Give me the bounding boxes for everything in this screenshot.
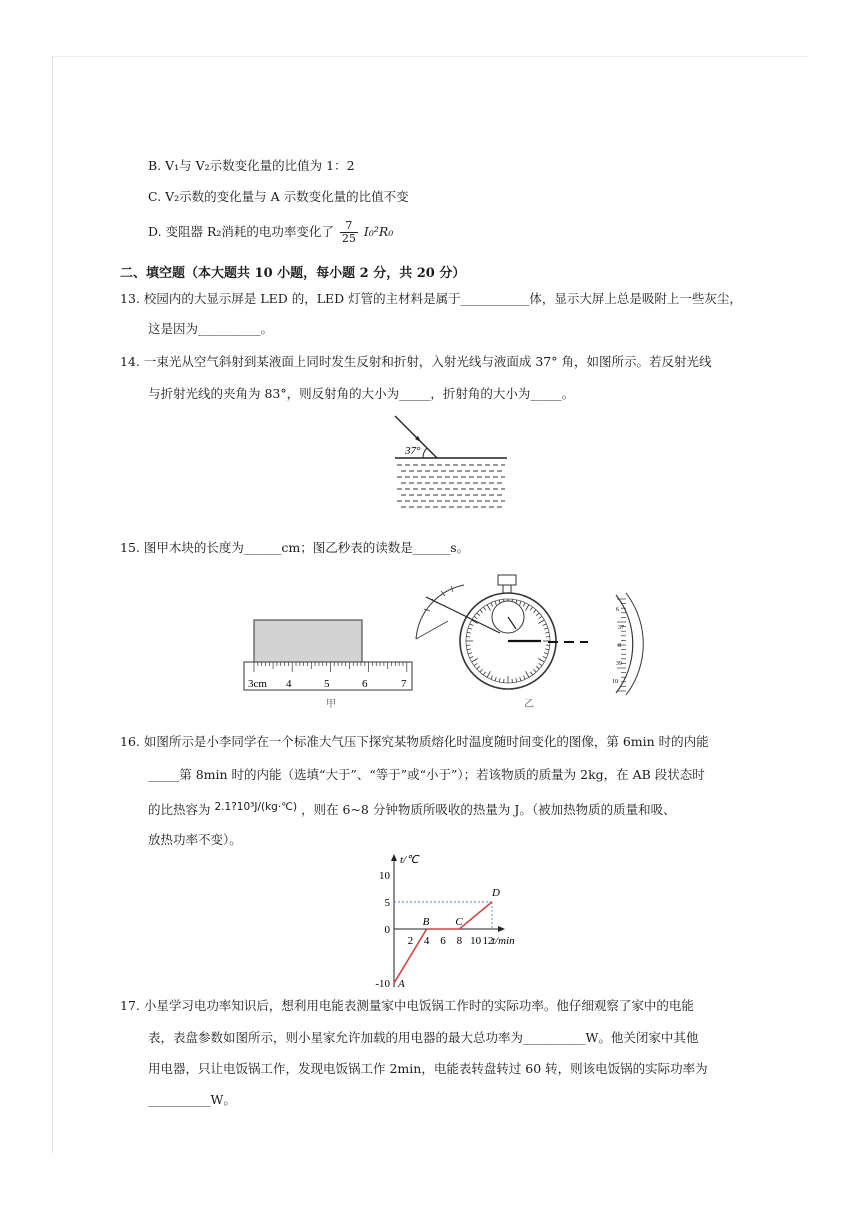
chart-y-tick: 0 — [384, 924, 390, 936]
ruler-label-4: 4 — [286, 678, 292, 690]
q14-line1: 14. 一束光从空气斜射到某液面上同时发生反射和折射，入射光线与液面成 37° 角，如图所示。若反射光线 — [120, 354, 712, 369]
watch-caption: 乙 — [524, 699, 534, 710]
q14-line2: 与折射光线的夹角为 83°，则反射角的大小为_____，折射角的大小为_____。 — [148, 386, 575, 401]
section-heading: 二、填空题（本大题共 10 小题，每小题 2 分，共 20 分） — [120, 266, 466, 281]
q14-light-figure — [385, 412, 515, 516]
scale-label-39: 39 — [616, 661, 622, 667]
option-d-formula: I₀²R₀ — [363, 224, 394, 239]
chart-point-label: B — [422, 916, 430, 928]
q16-line3-c: ，则在 6~8 分钟物质所吸收的热量为 J。（被加热物质的质量和吸、 — [301, 802, 676, 817]
q15-line1: 15. 图甲木块的长度为______cm；图乙秒表的读数是______s。 — [120, 540, 470, 555]
ruler-label-5: 5 — [324, 678, 330, 690]
ruler-label-6: 6 — [362, 678, 368, 690]
chart-y-tick: -10 — [375, 978, 390, 991]
q13-line2: 这是因为__________。 — [148, 321, 274, 336]
option-d-text: D. 变阻器 R₂消耗的电功率变化了 — [148, 224, 334, 239]
scale-label-8: 8 — [618, 643, 621, 649]
q16-chart — [360, 852, 540, 991]
ruler-label-3cm: 3cm — [248, 678, 267, 690]
chart-point-label: A — [398, 978, 405, 991]
chart-y-tick: 10 — [379, 869, 390, 882]
q13-line1: 13. 校园内的大显示屏是 LED 的，LED 灯管的主材料是属于___________体，显示大屏上总是吸附上一些灰尘， — [120, 291, 742, 306]
q16-line3-a: 的比热容为 — [148, 802, 211, 817]
chart-x-tick: 6 — [440, 935, 446, 947]
scale-label-10: 10 — [612, 679, 618, 685]
chart-x-tick: 4 — [423, 935, 430, 947]
q17-line4: __________W。 — [148, 1092, 236, 1107]
q16-line2: _____第 8min 时的内能（选填“大于”、“等于”或“小于”）；若该物质的质量为 2kg，在 AB 段状态时 — [148, 767, 705, 782]
chart-x-tick: 2 — [407, 935, 414, 947]
option-d-fraction — [340, 220, 358, 245]
fraction-numerator: 7 — [340, 220, 358, 233]
q16-specific-heat: 2.1?10³J/(kg·℃) — [214, 801, 298, 813]
q16-line1: 16. 如图所示是小李同学在一个标准大气压下探究某物质熔化时温度随时间变化的图像，第 6min 时的内能 — [120, 734, 709, 749]
chart-y-tick: 5 — [384, 896, 390, 909]
q14-angle-label: 37° — [405, 445, 421, 457]
scale-label-37: 37 — [618, 625, 624, 631]
option-c: C. V₂示数的变化量与 A 示数变化量的比值不变 — [148, 189, 409, 204]
q16-line3 — [148, 800, 676, 818]
scale-label-6: 6 — [616, 607, 619, 613]
ruler-caption: 甲 — [326, 699, 336, 710]
chart-point-label: D — [492, 886, 500, 899]
q17-line1: 17. 小星学习电功率知识后，想利用电能表测量家中电饭锅工作时的实际功率。他仔细观察了家中的电能 — [120, 998, 694, 1013]
chart-x-tick: 8 — [456, 935, 463, 947]
q17-line2: 表，表盘参数如图所示，则小星家允许加载的用电器的最大总功率为__________W。他关闭家中其他 — [148, 1030, 699, 1045]
chart-x-tick: 10 — [470, 935, 482, 947]
q15-figures — [238, 575, 658, 719]
fraction-denominator: 25 — [341, 232, 356, 245]
chart-x-axis-label: t/min — [492, 935, 515, 947]
option-b: B. V₁与 V₂示数变化量的比值为 1：2 — [148, 158, 355, 173]
ruler-label-7: 7 — [401, 678, 407, 690]
chart-y-axis-label: t/℃ — [400, 854, 419, 866]
chart-point-label: C — [455, 916, 463, 928]
chart-x-tick: 12 — [482, 935, 494, 947]
q17-line3: 用电器，只让电饭锅工作，发现电饭锅工作 2min，电能表转盘转过 60 转，则该电饭锅的实际功率为 — [148, 1061, 708, 1076]
q16-line4: 放热功率不变）。 — [148, 832, 242, 847]
option-d — [148, 220, 393, 245]
